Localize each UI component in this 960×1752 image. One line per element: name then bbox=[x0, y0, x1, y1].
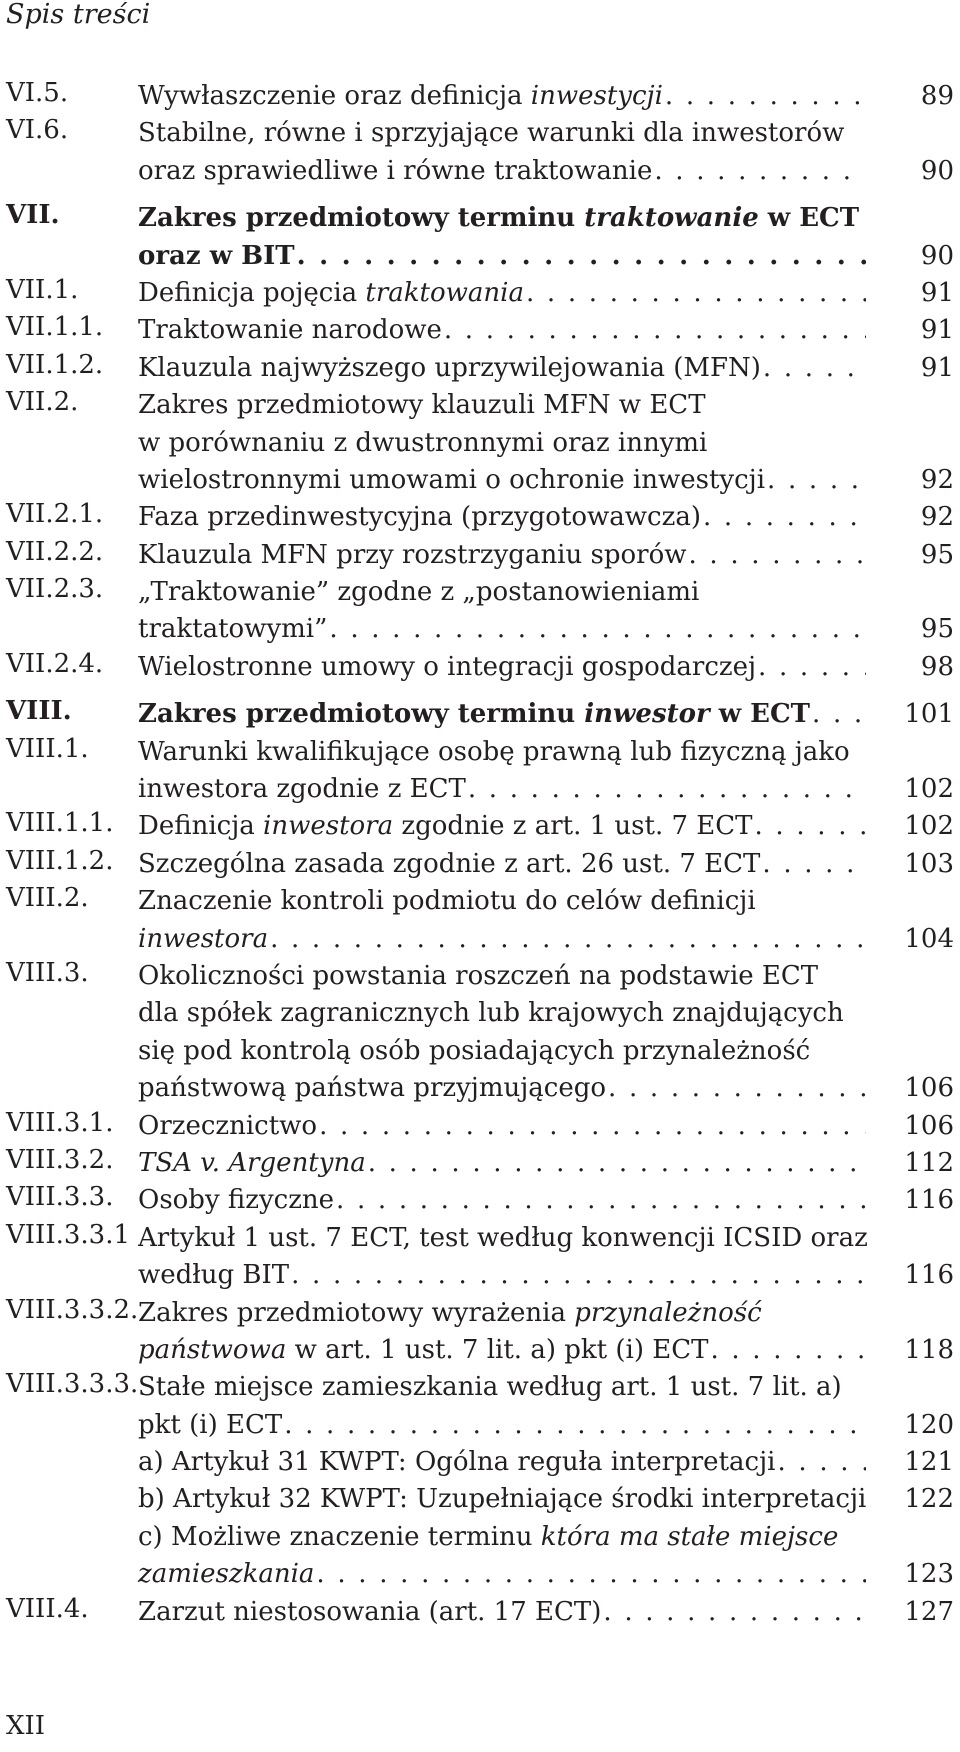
entry-title: Zakres przedmiotowy klauzuli MFN w ECT bbox=[138, 390, 706, 421]
page-number: 118 bbox=[904, 1334, 954, 1365]
page-number: 98 bbox=[920, 651, 954, 682]
toc-entry[interactable] bbox=[6, 808, 954, 845]
page-number: 121 bbox=[904, 1447, 954, 1478]
toc-entry[interactable] bbox=[6, 1519, 954, 1594]
entry-number: VII. bbox=[6, 200, 60, 231]
page-number: 112 bbox=[904, 1147, 954, 1178]
entry-title: Zakres przedmiotowy terminu bbox=[138, 203, 585, 234]
entry-number: VII.1. bbox=[6, 274, 79, 305]
entry-title: Orzecznictwo bbox=[138, 1110, 318, 1141]
entry-title: Szczególna zasada zgodnie z art. 26 ust. 7 ECT bbox=[138, 848, 761, 879]
toc-entry[interactable] bbox=[6, 958, 954, 1108]
entry-number: VII.2. bbox=[6, 387, 79, 418]
entry-number: VIII.3.3.1 bbox=[6, 1219, 131, 1250]
entry-title-italic: inwestora bbox=[263, 811, 394, 842]
leader-dots bbox=[767, 462, 866, 499]
leader-dots bbox=[291, 1257, 866, 1294]
page-number: 106 bbox=[904, 1073, 954, 1104]
leader-dots bbox=[703, 499, 866, 536]
toc-entry[interactable] bbox=[6, 78, 954, 115]
entry-number: VIII.3.3.3. bbox=[6, 1369, 139, 1400]
toc-entry[interactable] bbox=[6, 574, 954, 649]
leader-dots bbox=[316, 1556, 866, 1593]
entry-number: VII.2.3. bbox=[6, 574, 104, 605]
leader-dots bbox=[762, 846, 866, 883]
entry-title: Wywłaszczenie oraz definicja bbox=[138, 81, 531, 111]
entry-title-italic: traktowanie bbox=[584, 203, 759, 234]
entry-title: w ECT bbox=[758, 203, 860, 234]
toc-entry[interactable] bbox=[6, 312, 954, 349]
leader-dots bbox=[526, 275, 866, 312]
folio-page-number: XII bbox=[6, 1711, 46, 1741]
running-header: Spis treści bbox=[6, 0, 151, 30]
toc-entry[interactable] bbox=[6, 387, 954, 499]
page-number: 89 bbox=[920, 80, 954, 111]
leader-dots bbox=[689, 537, 867, 574]
page-number: 116 bbox=[904, 1185, 954, 1216]
leader-dots bbox=[444, 312, 866, 349]
entry-title: wielostronnymi umowami o ochronie inwestycji bbox=[138, 464, 766, 495]
page-number: 127 bbox=[904, 1596, 954, 1627]
entry-number: VI.6. bbox=[6, 115, 69, 146]
entry-title: a) Artykuł 31 KWPT: Ogólna reguła interpretacji bbox=[138, 1447, 776, 1478]
entry-title: c) Możliwe znaczenie terminu bbox=[138, 1521, 541, 1552]
entry-number: VIII.3.3. bbox=[6, 1182, 114, 1213]
entry-number: VII.1.2. bbox=[6, 349, 104, 380]
page-number: 95 bbox=[920, 539, 954, 570]
page-number: 92 bbox=[920, 464, 954, 495]
entry-title: Stabilne, równe i sprzyjające warunki dla inwestorów bbox=[138, 118, 845, 149]
toc-entry[interactable] bbox=[6, 1145, 954, 1182]
toc-entry[interactable] bbox=[6, 1481, 954, 1518]
entry-title: traktatowymi” bbox=[138, 614, 328, 645]
page-number: 91 bbox=[920, 315, 954, 346]
entry-title-italic: inwestora bbox=[138, 923, 269, 954]
page-number: 123 bbox=[904, 1559, 954, 1590]
entry-title: zgodnie z art. 1 ust. 7 ECT bbox=[393, 811, 753, 842]
entry-title: Definicja bbox=[138, 811, 264, 842]
entry-number: VI.5. bbox=[6, 78, 69, 108]
toc-entry[interactable] bbox=[6, 537, 954, 574]
entry-title: Stałe miejsce zamieszkania według art. 1 ust. 7 lit. a) bbox=[138, 1372, 842, 1403]
entry-title: inwestora zgodnie z ECT bbox=[138, 774, 466, 805]
page-number: 102 bbox=[904, 774, 954, 805]
entry-number: VII.2.4. bbox=[6, 648, 104, 679]
entry-number: VIII.2. bbox=[6, 883, 89, 914]
entry-number: VII.2.1. bbox=[6, 499, 104, 530]
entry-title: dla spółek zagranicznych lub krajowych znajdujących bbox=[138, 998, 844, 1029]
toc-entry[interactable] bbox=[6, 275, 954, 312]
entry-number: VIII.3.1. bbox=[6, 1107, 114, 1138]
entry-title: Definicja pojęcia bbox=[138, 277, 366, 308]
leader-dots bbox=[319, 1108, 866, 1145]
toc-entry[interactable] bbox=[6, 846, 954, 883]
toc-entry[interactable] bbox=[6, 883, 954, 958]
leader-dots bbox=[654, 153, 866, 190]
page-number: 102 bbox=[904, 811, 954, 842]
entry-title: Traktowanie narodowe bbox=[138, 315, 442, 346]
entry-number: VII.2.2. bbox=[6, 536, 104, 567]
entry-number: VII.1.1. bbox=[6, 312, 104, 343]
leader-dots bbox=[468, 771, 866, 808]
entry-title-italic: inwestycji bbox=[530, 81, 663, 111]
entry-title: Znaczenie kontroli podmiotu do celów definicji bbox=[138, 886, 756, 917]
entry-title-italic: która ma stałe miejsce bbox=[540, 1521, 839, 1552]
page-number: 91 bbox=[920, 277, 954, 308]
page-number: 90 bbox=[920, 155, 954, 186]
page-number: 106 bbox=[904, 1110, 954, 1141]
entry-title: Faza przedinwestycyjna (przygotowawcza) bbox=[138, 502, 701, 533]
page-number: 103 bbox=[904, 848, 954, 879]
entry-title: oraz sprawiedliwe i równe traktowanie bbox=[138, 155, 653, 186]
leader-dots bbox=[758, 649, 866, 686]
leader-dots bbox=[755, 808, 867, 845]
entry-title: Okoliczności powstania roszczeń na podstawie ECT bbox=[138, 960, 819, 991]
entry-title: Artykuł 1 ust. 7 ECT, test według konwencji ICSID oraz bbox=[138, 1222, 868, 1253]
leader-dots bbox=[608, 1070, 866, 1107]
toc-entry[interactable] bbox=[6, 1295, 954, 1370]
page-number: 91 bbox=[920, 352, 954, 383]
page-number: 116 bbox=[904, 1260, 954, 1291]
entry-title: według BIT bbox=[138, 1260, 290, 1291]
leader-dots bbox=[368, 1145, 866, 1182]
table-of-contents bbox=[6, 78, 954, 1631]
leader-dots bbox=[812, 696, 866, 733]
toc-entry[interactable] bbox=[6, 499, 954, 536]
toc-entry-chapter[interactable] bbox=[6, 696, 954, 733]
entry-number: VIII. bbox=[6, 696, 72, 727]
entry-title: w porównaniu z dwustronnymi oraz innymi bbox=[138, 427, 708, 458]
toc-entry[interactable] bbox=[6, 115, 954, 190]
entry-title: w ECT bbox=[709, 699, 811, 730]
page-number: 95 bbox=[920, 614, 954, 645]
entry-title: Warunki kwalifikujące osobę prawną lub fizyczną jako bbox=[138, 736, 850, 767]
entry-title-italic: inwestor bbox=[584, 699, 710, 730]
toc-entry[interactable] bbox=[6, 1369, 954, 1444]
entry-number: VIII.4. bbox=[6, 1593, 89, 1624]
entry-title-italic: traktowania bbox=[365, 277, 524, 308]
entry-number: VIII.1.2. bbox=[6, 845, 114, 876]
entry-title: Klauzula MFN przy rozstrzyganiu sporów bbox=[138, 539, 687, 570]
page-number: 122 bbox=[904, 1484, 954, 1515]
leader-dots bbox=[336, 1182, 866, 1219]
entry-title: pkt (i) ECT bbox=[138, 1409, 283, 1440]
toc-entry[interactable] bbox=[6, 1182, 954, 1219]
leader-dots bbox=[329, 611, 866, 648]
entry-title: w art. 1 ust. 7 lit. a) pkt (i) ECT bbox=[286, 1334, 709, 1365]
toc-entry[interactable] bbox=[6, 1108, 954, 1145]
entry-title: Wielostronne umowy o integracji gospodarczej bbox=[138, 651, 757, 682]
entry-number: VIII.3.2. bbox=[6, 1144, 114, 1175]
leader-dots bbox=[777, 1444, 866, 1481]
entry-title: „Traktowanie” zgodne z „postanowieniami bbox=[138, 577, 700, 608]
entry-title: Zarzut niestosowania (art. 17 ECT) bbox=[138, 1596, 602, 1627]
entry-number: VIII.1. bbox=[6, 733, 89, 764]
toc-entry[interactable] bbox=[6, 649, 954, 686]
toc-entry[interactable] bbox=[6, 1220, 954, 1295]
leader-dots bbox=[763, 350, 866, 387]
entry-title: Osoby fizyczne bbox=[138, 1185, 335, 1216]
entry-title-italic: TSA v. Argentyna bbox=[138, 1147, 366, 1178]
entry-title: się pod kontrolą osób posiadających przynależność bbox=[138, 1035, 811, 1066]
leader-dots bbox=[603, 1594, 866, 1631]
page-number: 104 bbox=[904, 923, 954, 954]
entry-title: Zakres przedmiotowy wyrażenia bbox=[138, 1297, 575, 1328]
leader-dots bbox=[284, 1407, 866, 1444]
entry-title-italic: zamieszkania bbox=[138, 1559, 315, 1590]
toc-entry[interactable] bbox=[6, 1444, 954, 1481]
entry-number: VIII.1.1. bbox=[6, 808, 114, 839]
page-number: 92 bbox=[920, 502, 954, 533]
page-number: 120 bbox=[904, 1409, 954, 1440]
toc-entry[interactable] bbox=[6, 734, 954, 809]
entry-title-italic: przynależność bbox=[574, 1297, 762, 1328]
page-number: 90 bbox=[920, 240, 954, 271]
toc-entry-chapter[interactable] bbox=[6, 200, 954, 275]
leader-dots bbox=[665, 78, 866, 115]
entry-title: Klauzula najwyższego uprzywilejowania (MFN) bbox=[138, 352, 761, 383]
toc-entry[interactable] bbox=[6, 1594, 954, 1631]
entry-title: państwową państwa przyjmującego bbox=[138, 1073, 607, 1104]
entry-title: oraz w BIT bbox=[138, 240, 295, 271]
leader-dots bbox=[270, 921, 866, 958]
entry-number: VIII.3. bbox=[6, 957, 89, 988]
entry-title-italic: państwowa bbox=[138, 1334, 287, 1365]
entry-title: b) Artykuł 32 KWPT: Uzupełniające środki interpretacji bbox=[138, 1484, 867, 1515]
leader-dots bbox=[710, 1332, 866, 1369]
toc-entry[interactable] bbox=[6, 350, 954, 387]
entry-title: Zakres przedmiotowy terminu bbox=[138, 699, 585, 730]
entry-number: VIII.3.3.2. bbox=[6, 1294, 139, 1325]
page-number: 101 bbox=[904, 699, 954, 730]
leader-dots bbox=[297, 238, 866, 275]
